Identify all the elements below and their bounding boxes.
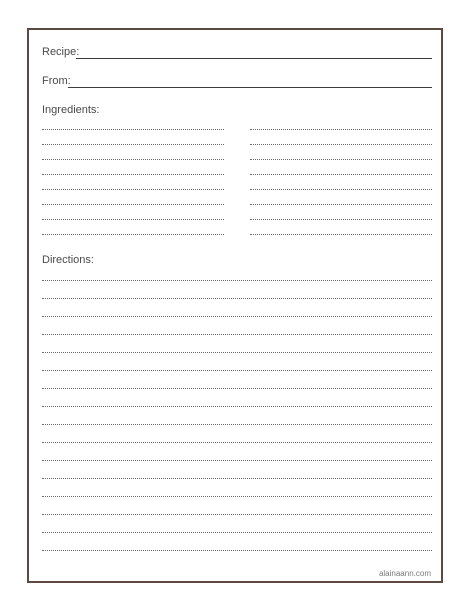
ingredient-line[interactable]: [250, 234, 432, 235]
direction-line[interactable]: [42, 406, 432, 407]
from-label: From:: [42, 75, 71, 87]
ingredient-line[interactable]: [250, 144, 432, 145]
ingredient-line[interactable]: [42, 189, 224, 190]
recipe-field-line[interactable]: [76, 58, 432, 59]
ingredient-line[interactable]: [250, 204, 432, 205]
ingredient-line[interactable]: [42, 234, 224, 235]
direction-line[interactable]: [42, 478, 432, 479]
direction-line[interactable]: [42, 370, 432, 371]
ingredient-line[interactable]: [250, 189, 432, 190]
ingredient-line[interactable]: [42, 219, 224, 220]
direction-line[interactable]: [42, 334, 432, 335]
ingredient-line[interactable]: [250, 159, 432, 160]
direction-line[interactable]: [42, 388, 432, 389]
direction-line[interactable]: [42, 514, 432, 515]
ingredient-line[interactable]: [42, 144, 224, 145]
direction-line[interactable]: [42, 550, 432, 551]
direction-line[interactable]: [42, 424, 432, 425]
direction-line[interactable]: [42, 460, 432, 461]
ingredient-line[interactable]: [42, 204, 224, 205]
directions-label: Directions:: [42, 254, 94, 266]
direction-line[interactable]: [42, 352, 432, 353]
ingredient-line[interactable]: [42, 159, 224, 160]
direction-line[interactable]: [42, 532, 432, 533]
direction-line[interactable]: [42, 280, 432, 281]
ingredient-line[interactable]: [250, 129, 432, 130]
ingredient-line[interactable]: [42, 129, 224, 130]
ingredient-line[interactable]: [250, 174, 432, 175]
direction-line[interactable]: [42, 496, 432, 497]
direction-line[interactable]: [42, 298, 432, 299]
website-credit: alainaann.com: [378, 569, 431, 578]
direction-line[interactable]: [42, 442, 432, 443]
ingredients-label: Ingredients:: [42, 104, 100, 116]
direction-line[interactable]: [42, 316, 432, 317]
ingredient-line[interactable]: [250, 219, 432, 220]
ingredient-line[interactable]: [42, 174, 224, 175]
recipe-label: Recipe:: [42, 46, 80, 58]
from-field-line[interactable]: [68, 87, 432, 88]
